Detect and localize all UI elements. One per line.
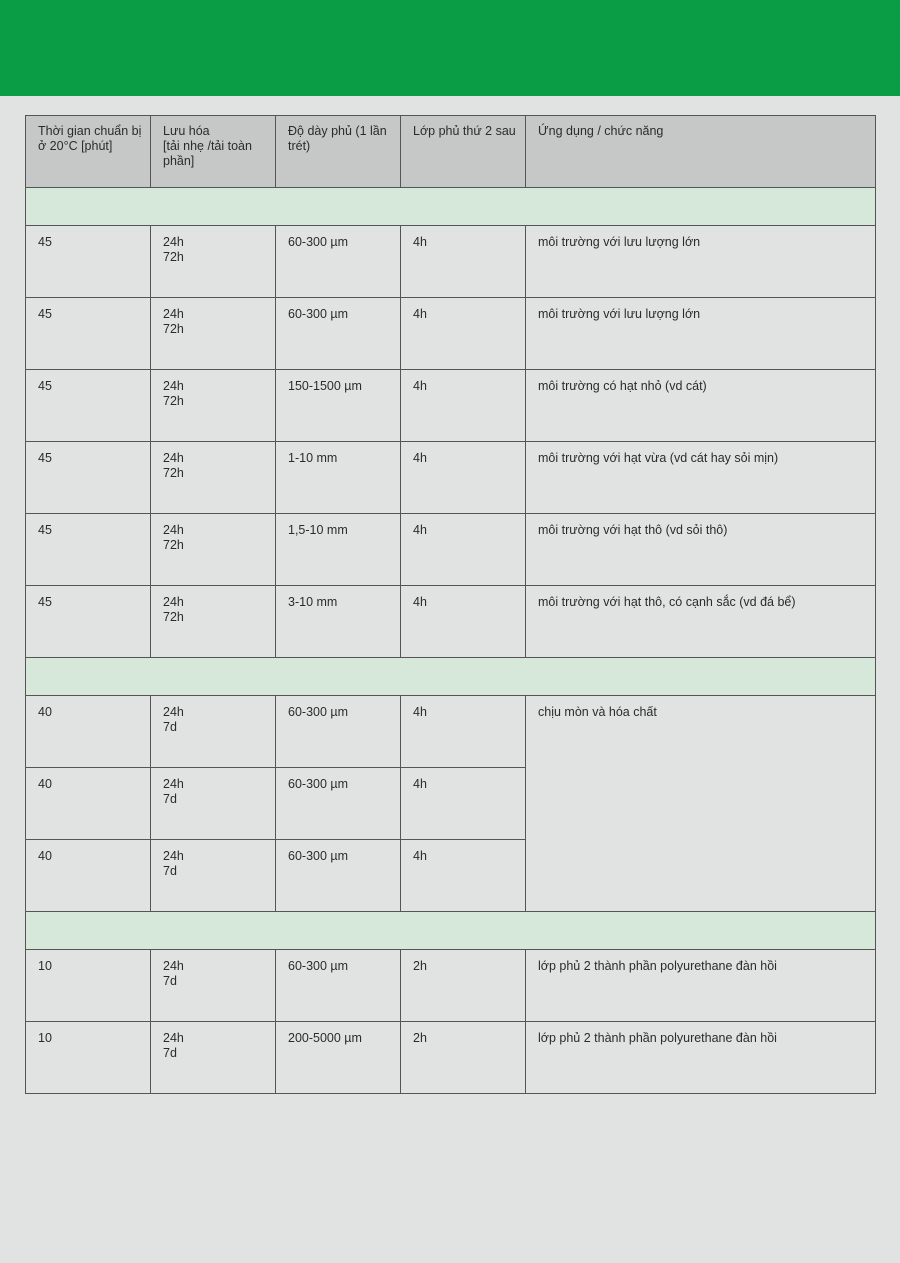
header-row xyxy=(26,116,876,188)
application-cell: môi trường với lưu lượng lớn xyxy=(526,226,876,298)
table-row xyxy=(26,298,876,370)
prep-time-cell: 45 xyxy=(26,442,151,514)
application-cell: lớp phủ 2 thành phần polyurethane đàn hồi xyxy=(526,950,876,1022)
header-curing-label: Lưu hóa [tải nhẹ /tải toàn phần] xyxy=(163,124,252,168)
table-row xyxy=(26,514,876,586)
prep-time-cell: 45 xyxy=(26,370,151,442)
curing-cell: 24h 72h xyxy=(151,514,276,586)
recoat-cell: 4h xyxy=(401,226,526,298)
recoat-cell: 4h xyxy=(401,768,526,840)
header-prep-time: Thời gian chuẩn bị ở 20°C [phút] xyxy=(26,116,151,188)
curing-cell: 24h 7d xyxy=(151,768,276,840)
thickness-cell: 1,5-10 mm xyxy=(276,514,401,586)
curing-cell: 24h 7d xyxy=(151,696,276,768)
group-separator-1 xyxy=(26,188,876,226)
table-row xyxy=(26,370,876,442)
curing-cell: 24h 72h xyxy=(151,370,276,442)
curing-cell: 24h 72h xyxy=(151,442,276,514)
recoat-cell: 2h xyxy=(401,1022,526,1094)
curing-cell: 24h 7d xyxy=(151,1022,276,1094)
prep-time-cell: 40 xyxy=(26,696,151,768)
prep-time-cell: 45 xyxy=(26,586,151,658)
table-row xyxy=(26,950,876,1022)
recoat-cell: 2h xyxy=(401,950,526,1022)
application-cell: lớp phủ 2 thành phần polyurethane đàn hồi xyxy=(526,1022,876,1094)
application-cell: môi trường có hạt nhỏ (vd cát) xyxy=(526,370,876,442)
thickness-cell: 1-10 mm xyxy=(276,442,401,514)
curing-cell: 24h 7d xyxy=(151,840,276,912)
table-row xyxy=(26,586,876,658)
prep-time-cell: 45 xyxy=(26,514,151,586)
header-recoat: Lớp phủ thứ 2 sau xyxy=(401,116,526,188)
recoat-cell: 4h xyxy=(401,840,526,912)
thickness-cell: 3-10 mm xyxy=(276,586,401,658)
curing-cell: 24h 72h xyxy=(151,586,276,658)
curing-cell: 24h 72h xyxy=(151,226,276,298)
table-row xyxy=(26,226,876,298)
recoat-cell: 4h xyxy=(401,442,526,514)
thickness-cell: 60-300 µm xyxy=(276,696,401,768)
group-separator-2 xyxy=(26,658,876,696)
application-cell: môi trường với hạt vừa (vd cát hay sỏi mịn) xyxy=(526,442,876,514)
group-separator-3 xyxy=(26,912,876,950)
prep-time-cell: 45 xyxy=(26,226,151,298)
thickness-cell: 60-300 µm xyxy=(276,840,401,912)
prep-time-cell: 45 xyxy=(26,298,151,370)
recoat-cell: 4h xyxy=(401,586,526,658)
application-cell: môi trường với hạt thô, có cạnh sắc (vd đá bể) xyxy=(526,586,876,658)
thickness-cell: 60-300 µm xyxy=(276,226,401,298)
header-curing xyxy=(151,116,276,188)
application-cell: môi trường với lưu lượng lớn xyxy=(526,298,876,370)
table-row xyxy=(26,1022,876,1094)
spec-table xyxy=(25,115,876,1094)
recoat-cell: 4h xyxy=(401,514,526,586)
prep-time-cell: 10 xyxy=(26,950,151,1022)
recoat-cell: 4h xyxy=(401,298,526,370)
curing-cell: 24h 7d xyxy=(151,950,276,1022)
top-banner xyxy=(0,0,900,96)
recoat-cell: 4h xyxy=(401,370,526,442)
prep-time-cell: 10 xyxy=(26,1022,151,1094)
application-cell: môi trường với hạt thô (vd sỏi thô) xyxy=(526,514,876,586)
recoat-cell: 4h xyxy=(401,696,526,768)
table-row xyxy=(26,696,876,768)
prep-time-cell: 40 xyxy=(26,840,151,912)
thickness-cell: 150-1500 µm xyxy=(276,370,401,442)
thickness-cell: 60-300 µm xyxy=(276,298,401,370)
header-thickness: Độ dày phủ (1 lần trét) xyxy=(276,116,401,188)
thickness-cell: 200-5000 µm xyxy=(276,1022,401,1094)
header-application: Ứng dụng / chức năng xyxy=(526,116,876,188)
application-cell-merged: chịu mòn và hóa chất xyxy=(526,696,876,912)
thickness-cell: 60-300 µm xyxy=(276,768,401,840)
thickness-cell: 60-300 µm xyxy=(276,950,401,1022)
prep-time-cell: 40 xyxy=(26,768,151,840)
curing-cell: 24h 72h xyxy=(151,298,276,370)
table-row xyxy=(26,442,876,514)
